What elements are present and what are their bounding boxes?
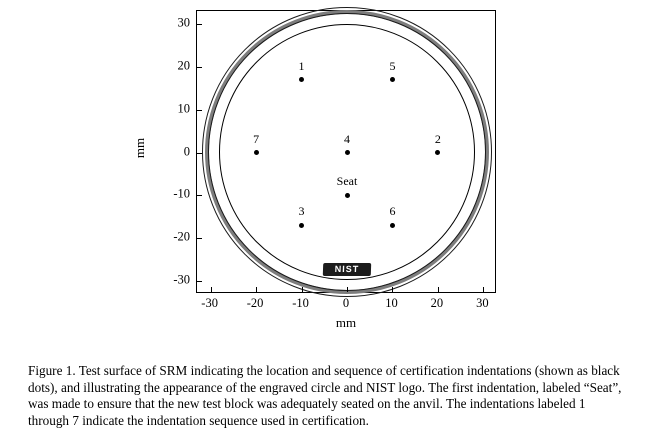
data-point bbox=[345, 193, 350, 198]
y-axis-label: mm bbox=[132, 137, 147, 159]
y-tick bbox=[197, 238, 202, 239]
y-tick bbox=[197, 153, 202, 154]
nist-logo: NIST bbox=[323, 263, 371, 276]
data-point-label: 4 bbox=[344, 131, 350, 146]
data-point bbox=[345, 150, 350, 155]
x-tick-label: 10 bbox=[385, 296, 398, 310]
x-tick bbox=[483, 287, 484, 292]
x-tick bbox=[392, 287, 393, 292]
data-point bbox=[254, 150, 259, 155]
x-tick-label: -20 bbox=[246, 296, 264, 310]
y-tick bbox=[197, 67, 202, 68]
x-axis-label: mm bbox=[335, 315, 357, 330]
y-tick bbox=[197, 281, 202, 282]
x-tick bbox=[302, 287, 303, 292]
data-point-label: 5 bbox=[389, 58, 396, 73]
plot-area bbox=[196, 10, 496, 293]
data-point-label: 7 bbox=[253, 131, 260, 146]
x-tick-label: 20 bbox=[430, 296, 444, 310]
data-point-label: 3 bbox=[298, 204, 305, 219]
x-tick-label: 30 bbox=[476, 296, 489, 310]
y-tick-label: 10 bbox=[177, 101, 190, 116]
caption-text: Test surface of SRM indicating the location and sequence of certification indentations (shown as black dots), and illustrating the appearance of the engraved circle and NIST logo. The first indentation, labeled “Seat”, was made to ensure that the new test block was adequately seated on the anvil. The indentations labeled 1 through 7 indicate the indentation sequence used in certification. bbox=[28, 363, 622, 428]
x-tick-label: -30 bbox=[201, 296, 218, 310]
x-tick bbox=[211, 287, 212, 292]
caption-number: Figure 1. bbox=[28, 363, 76, 378]
x-tick bbox=[438, 287, 439, 292]
data-point-label: Seat bbox=[336, 174, 358, 189]
y-tick bbox=[197, 24, 202, 25]
y-tick-label: -30 bbox=[173, 272, 190, 287]
x-tick-label: 0 bbox=[342, 296, 350, 310]
data-point bbox=[299, 223, 304, 228]
x-tick bbox=[256, 287, 257, 292]
y-tick-label: -20 bbox=[173, 229, 190, 244]
figure-caption bbox=[28, 363, 628, 429]
data-point bbox=[390, 223, 395, 228]
y-tick-label: 30 bbox=[177, 15, 190, 30]
x-tick bbox=[347, 287, 348, 292]
y-tick-label: 20 bbox=[177, 58, 190, 73]
data-point-label: 2 bbox=[434, 131, 441, 146]
y-tick-label: 0 bbox=[183, 144, 190, 158]
data-point-label: 1 bbox=[298, 58, 305, 73]
y-tick bbox=[197, 195, 202, 196]
y-tick-label: -10 bbox=[173, 186, 190, 201]
y-tick bbox=[197, 110, 202, 111]
x-tick-label: -10 bbox=[292, 296, 309, 310]
data-point-label: 6 bbox=[389, 204, 396, 219]
